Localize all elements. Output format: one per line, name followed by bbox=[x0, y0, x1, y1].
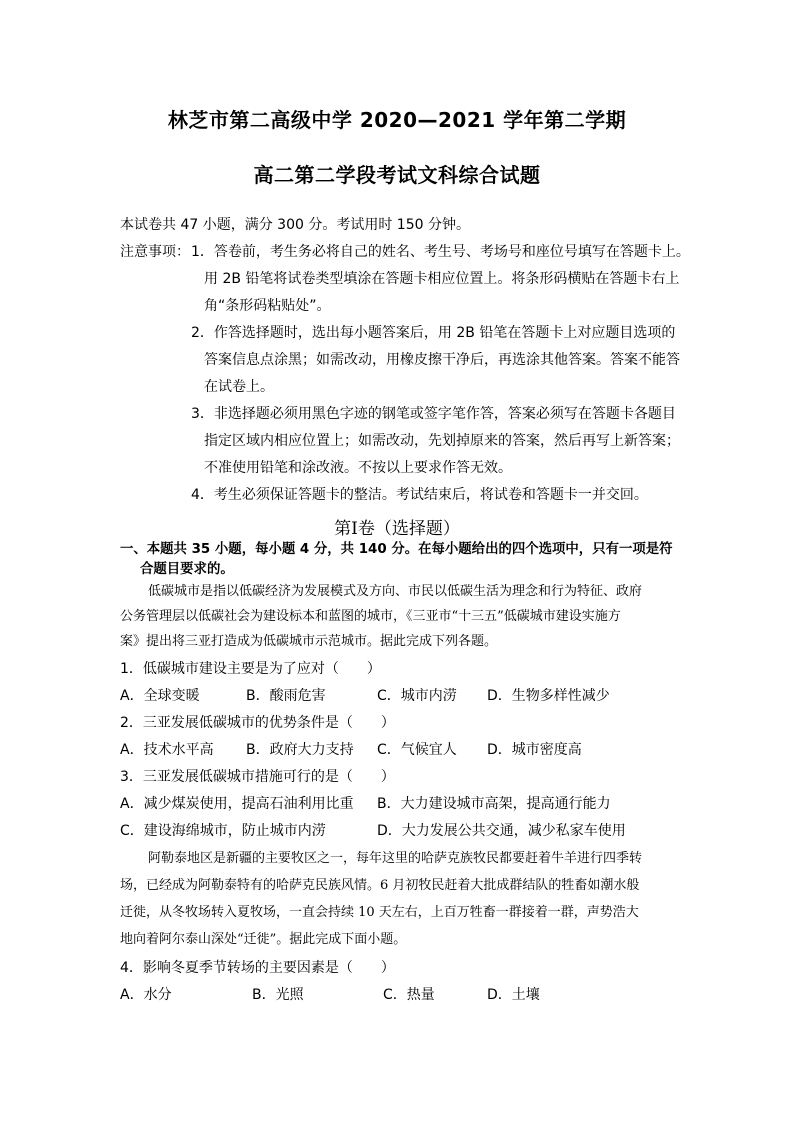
question-2-stem: 2．三亚发展低碳城市的优势条件是（ ） bbox=[120, 715, 395, 731]
question-2-option-d: D．城市密度高 bbox=[487, 742, 582, 758]
question-4-option-b: B．光照 bbox=[252, 987, 304, 1003]
question-3-option-a: A．减少煤炭使用，提高石油利用比重 bbox=[120, 796, 354, 812]
exam-title-line1: 林芝市第二高级中学 2020—2021 学年第二学期 bbox=[167, 108, 627, 132]
note-2-line-3: 在试卷上。 bbox=[204, 379, 274, 395]
passage2-line1: 阿勒泰地区是新疆的主要牧区之一，每年这里的哈萨克族牧民都要赶着牛羊进行四季转 bbox=[148, 851, 643, 866]
question-1-stem: 1．低碳城市建设主要是为了应对（ ） bbox=[120, 661, 381, 677]
question-1-option-b: B．酸雨危害 bbox=[246, 688, 326, 704]
part1-instruction-line2: 合题目要求的。 bbox=[140, 562, 234, 577]
question-3-option-b: B．大力建设城市高架，提高通行能力 bbox=[377, 796, 611, 812]
question-3-stem: 3．三亚发展低碳城市措施可行的是（ ） bbox=[120, 769, 395, 785]
question-3-option-d: D．大力发展公共交通，减少私家车使用 bbox=[377, 823, 626, 839]
passage2-line2: 场，已经成为阿勒泰特有的哈萨克民族风情。6 月初牧民赶着大批成群结队的牲畜如潮水般 bbox=[120, 878, 640, 893]
exam-title-line2: 高二第二学段考试文科综合试题 bbox=[253, 163, 541, 187]
note-3-line-2: 指定区域内相应位置上；如需改动，先划掉原来的答案，然后再写上新答案； bbox=[204, 433, 680, 449]
question-1-option-d: D．生物多样性减少 bbox=[487, 688, 610, 704]
question-4-stem: 4．影响冬夏季节转场的主要因素是（ ） bbox=[120, 960, 395, 976]
passage1-line1: 低碳城市是指以低碳经济为发展模式及方向、市民以低碳生活为理念和行为特征、政府 bbox=[148, 584, 643, 599]
question-3-option-c: C．建设海绵城市，防止城市内涝 bbox=[120, 823, 326, 839]
note-1-line-3: 角“条形码粘贴处”。 bbox=[204, 298, 331, 314]
note-1-line-2: 用 2B 铅笔将试卷类型填涂在答题卡相应位置上。将条形码横贴在答题卡右上 bbox=[204, 271, 680, 287]
question-1-option-a: A．全球变暖 bbox=[120, 688, 200, 704]
passage2-line3: 迁徙，从冬牧场转入夏牧场，一直会持续 10 天左右，上百万牲畜一群接着一群，声势浩大 bbox=[120, 905, 639, 920]
notes-label: 注意事项： bbox=[120, 244, 190, 260]
note-1-line-1: 1．答卷前，考生务必将自己的姓名、考生号、考场号和座位号填写在答题卡上。 bbox=[191, 244, 690, 260]
question-4-option-a: A．水分 bbox=[120, 987, 172, 1003]
question-2-option-a: A．技术水平高 bbox=[120, 742, 214, 758]
part1-instruction-line1: 一、本题共 35 小题，每小题 4 分，共 140 分。在每小题给出的四个选项中，只有一项是符 bbox=[120, 542, 673, 557]
note-3-line-3: 不准使用铅笔和涂改液。不按以上要求作答无效。 bbox=[204, 460, 512, 476]
note-3-line-1: 3．非选择题必须用黑色字迹的钢笔或签字笔作答，答案必须写在答题卡各题目 bbox=[191, 406, 676, 422]
passage1-line2: 公务管理层以低碳社会为建设标本和蓝图的城市，《三亚市“十三五”低碳城市建设实施方 bbox=[120, 609, 621, 624]
section-title: 第Ⅰ卷（选择题） bbox=[334, 519, 460, 539]
passage1-line3: 案》提出将三亚打造成为低碳城市示范城市。据此完成下列各题。 bbox=[120, 634, 498, 649]
question-4-option-d: D．土壤 bbox=[487, 987, 540, 1003]
question-2-option-b: B．政府大力支持 bbox=[246, 742, 354, 758]
passage2-line4: 地向着阿尔泰山深处“迁徙”。据此完成下面小题。 bbox=[120, 932, 407, 947]
question-2-option-c: C．气候宜人 bbox=[377, 742, 457, 758]
question-4-option-c: C．热量 bbox=[383, 987, 435, 1003]
exam-intro: 本试卷共 47 小题，满分 300 分。考试用时 150 分钟。 bbox=[120, 217, 470, 233]
question-1-option-c: C．城市内涝 bbox=[377, 688, 457, 704]
note-4-line-1: 4．考生必须保证答题卡的整洁。考试结束后，将试卷和答题卡一并交回。 bbox=[191, 487, 648, 503]
note-2-line-1: 2．作答选择题时，选出每小题答案后，用 2B 铅笔在答题卡上对应题目选项的 bbox=[191, 325, 676, 341]
note-2-line-2: 答案信息点涂黑；如需改动，用橡皮擦干净后，再选涂其他答案。答案不能答 bbox=[204, 352, 680, 368]
